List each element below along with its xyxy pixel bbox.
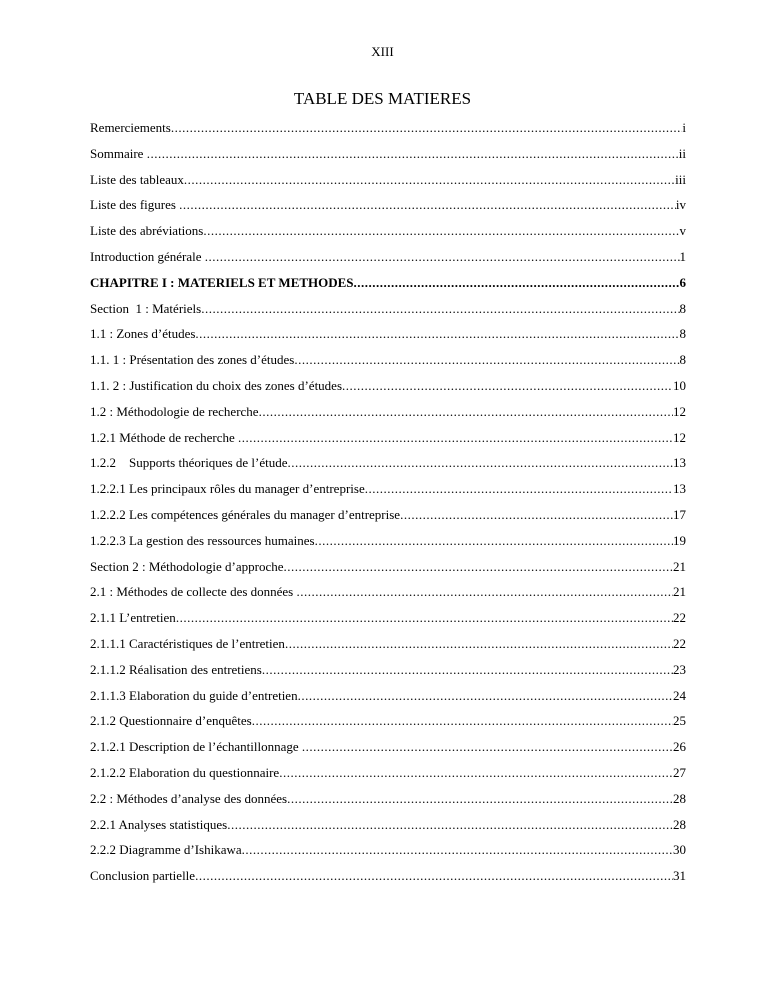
- toc-entry-page-number: v: [679, 223, 686, 239]
- dot-leader: [365, 479, 673, 499]
- toc-entry[interactable]: [90, 170, 686, 196]
- toc-entry-label: 2.2.2 Diagramme d’Ishikawa: [90, 842, 242, 858]
- toc-entry[interactable]: [90, 582, 686, 608]
- dot-leader: [201, 299, 679, 319]
- dot-leader: [238, 428, 673, 448]
- toc-entry[interactable]: [90, 505, 686, 531]
- toc-entry[interactable]: [90, 479, 686, 505]
- toc-entry-page-number: 13: [673, 481, 686, 497]
- toc-entry-label: 2.1.1.1 Caractéristiques de l’entretien: [90, 635, 285, 651]
- toc-entry-page-number: 23: [673, 661, 686, 677]
- toc-entry-label: Liste des tableaux: [90, 171, 184, 187]
- dot-leader: [279, 763, 673, 783]
- toc-title: TABLE DES MATIERES: [293, 89, 472, 108]
- toc-entry-page-number: 8: [679, 300, 686, 316]
- dot-leader: [284, 557, 673, 577]
- toc-entry-label: 1.2.2.1 Les principaux rôles du manager d’entreprise: [90, 481, 365, 497]
- dot-leader: [176, 608, 673, 628]
- toc-entry[interactable]: [90, 453, 686, 479]
- dot-leader: [242, 840, 673, 860]
- dot-leader: [262, 660, 673, 680]
- dot-leader: [195, 866, 673, 886]
- toc-entry-page-number: 21: [673, 558, 686, 574]
- toc-entry-label: 1.2.2.2 Les compétences générales du manager d’entreprise: [90, 506, 401, 522]
- toc-entry[interactable]: [90, 376, 686, 402]
- toc-entry-label: Liste des figures: [90, 197, 180, 213]
- toc-entry[interactable]: [90, 118, 686, 144]
- toc-entry[interactable]: [90, 428, 686, 454]
- toc-entry-label: Remerciements: [90, 120, 171, 135]
- toc-entry[interactable]: [90, 660, 686, 686]
- toc-entry-page-number: 24: [673, 687, 686, 703]
- dot-leader: [288, 453, 674, 473]
- toc-entry-label: 1.2.2.3 La gestion des ressources humaines: [90, 532, 315, 548]
- dot-leader: [302, 737, 673, 757]
- toc-entry[interactable]: [90, 608, 686, 634]
- dot-leader: [147, 144, 679, 164]
- toc-entry[interactable]: [90, 763, 686, 789]
- toc-entry[interactable]: [90, 402, 686, 428]
- toc-entry-label: 1.2 : Méthodologie de recherche: [90, 403, 259, 419]
- toc-entry[interactable]: [90, 634, 686, 660]
- toc-entry-label: Conclusion partielle: [90, 868, 196, 884]
- toc-entry[interactable]: [90, 866, 686, 892]
- toc-entry-page-number: 8: [679, 326, 686, 342]
- toc-entry-label: Section 1 : Matériels: [90, 300, 202, 316]
- dot-leader: [184, 170, 675, 190]
- toc-entry-page-number: 22: [673, 635, 686, 651]
- toc-entry[interactable]: [90, 299, 686, 325]
- toc-entry-page-number: iii: [675, 171, 686, 187]
- toc-entry-label: 1.1 : Zones d’études: [90, 326, 196, 342]
- dot-leader: [287, 789, 673, 809]
- toc-entry-label: 2.1.1 L’entretien: [90, 610, 176, 626]
- toc-entry-page-number: 17: [673, 506, 686, 522]
- toc-entry[interactable]: [90, 324, 686, 350]
- toc-entry-label: 2.1.2.1 Description de l’échantillonnage: [90, 739, 302, 755]
- toc-entry-label: 1.1. 2 : Justification du choix des zones d’études: [90, 377, 343, 393]
- toc-entry-page-number: 12: [673, 403, 686, 419]
- dot-leader: [285, 634, 673, 654]
- toc-entry[interactable]: [90, 195, 686, 221]
- toc-entry-page-number: 26: [673, 739, 686, 755]
- toc-entry-label: Liste des abréviations: [90, 223, 204, 239]
- toc-entry-page-number: 31: [673, 868, 686, 884]
- dot-leader: [179, 195, 676, 215]
- dot-leader: [195, 324, 679, 344]
- toc-entry[interactable]: [90, 686, 686, 712]
- toc-entry[interactable]: [90, 221, 686, 247]
- toc-entry[interactable]: [90, 350, 686, 376]
- toc-entry[interactable]: [90, 789, 686, 815]
- toc-entry-label: 2.1.1.2 Réalisation des entretiens: [90, 661, 262, 677]
- toc-entry-page-number: 19: [673, 532, 686, 548]
- toc-entry-page-number: i: [682, 120, 686, 135]
- toc-entry[interactable]: [90, 144, 686, 170]
- dot-leader: [400, 505, 673, 525]
- toc-entry-page-number: 22: [673, 610, 686, 626]
- toc-entry-label: 2.1.2 Questionnaire d’enquêtes: [90, 713, 252, 729]
- toc-entry[interactable]: [90, 840, 686, 866]
- toc-entry-page-number: 12: [673, 429, 686, 445]
- toc-entry-label: 1.2.2 Supports théoriques de l’étude: [90, 455, 288, 471]
- dot-leader: [354, 273, 680, 293]
- toc-entry-page-number: 10: [673, 377, 686, 393]
- dot-leader: [298, 686, 673, 706]
- dot-leader: [203, 221, 679, 241]
- toc-entry-page-number: 28: [673, 790, 686, 806]
- dot-leader: [342, 376, 673, 396]
- dot-leader: [252, 711, 673, 731]
- toc-entry-label: 2.2 : Méthodes d’analyse des données: [90, 790, 288, 806]
- toc-entry-page-number: 1: [679, 248, 686, 264]
- toc-entry-label: Section 2 : Méthodologie d’approche: [90, 558, 284, 574]
- toc-entry-page-number: 13: [673, 455, 686, 471]
- toc-entry-page-number: 30: [673, 842, 686, 858]
- toc-entry-label: Introduction générale: [90, 248, 205, 264]
- toc-entry-page-number: 21: [673, 584, 686, 600]
- toc-entry-page-number: 8: [679, 352, 686, 368]
- toc-entry[interactable]: [90, 711, 686, 737]
- toc-entry[interactable]: [90, 531, 686, 557]
- page-number: XIII: [371, 44, 394, 59]
- toc-entry-label: 2.1.2.2 Elaboration du questionnaire: [90, 764, 280, 780]
- toc-entry-page-number: iv: [675, 197, 686, 213]
- dot-leader: [297, 582, 674, 602]
- dot-leader: [315, 531, 673, 551]
- dot-leader: [259, 402, 673, 422]
- toc-entry-page-number: ii: [678, 145, 686, 161]
- toc-entry[interactable]: [90, 557, 686, 583]
- toc-entry-page-number: 28: [673, 816, 686, 832]
- toc-entry[interactable]: [90, 737, 686, 763]
- toc-entry[interactable]: [90, 273, 686, 299]
- toc-entry-page-number: 27: [673, 764, 686, 780]
- toc-entry-page-number: 25: [673, 713, 686, 729]
- toc-entry-label: CHAPITRE I : MATERIELS ET METHODES: [90, 274, 354, 290]
- dot-leader: [171, 118, 683, 138]
- dot-leader: [227, 815, 673, 835]
- toc-list: [90, 118, 686, 892]
- toc-entry-label: 1.2.1 Méthode de recherche: [90, 429, 238, 445]
- toc-entry-label: 1.1. 1 : Présentation des zones d’études: [90, 352, 295, 368]
- toc-entry-label: Sommaire: [90, 145, 147, 161]
- toc-entry[interactable]: [90, 815, 686, 841]
- toc-entry-page-number: 6: [679, 274, 686, 290]
- toc-entry[interactable]: [90, 247, 686, 273]
- toc-entry-label: 2.1 : Méthodes de collecte des données: [90, 584, 297, 600]
- toc-entry-label: 2.1.1.3 Elaboration du guide d’entretien: [90, 687, 298, 703]
- dot-leader: [205, 247, 680, 267]
- toc-entry-label: 2.2.1 Analyses statistiques: [90, 816, 228, 832]
- dot-leader: [294, 350, 679, 370]
